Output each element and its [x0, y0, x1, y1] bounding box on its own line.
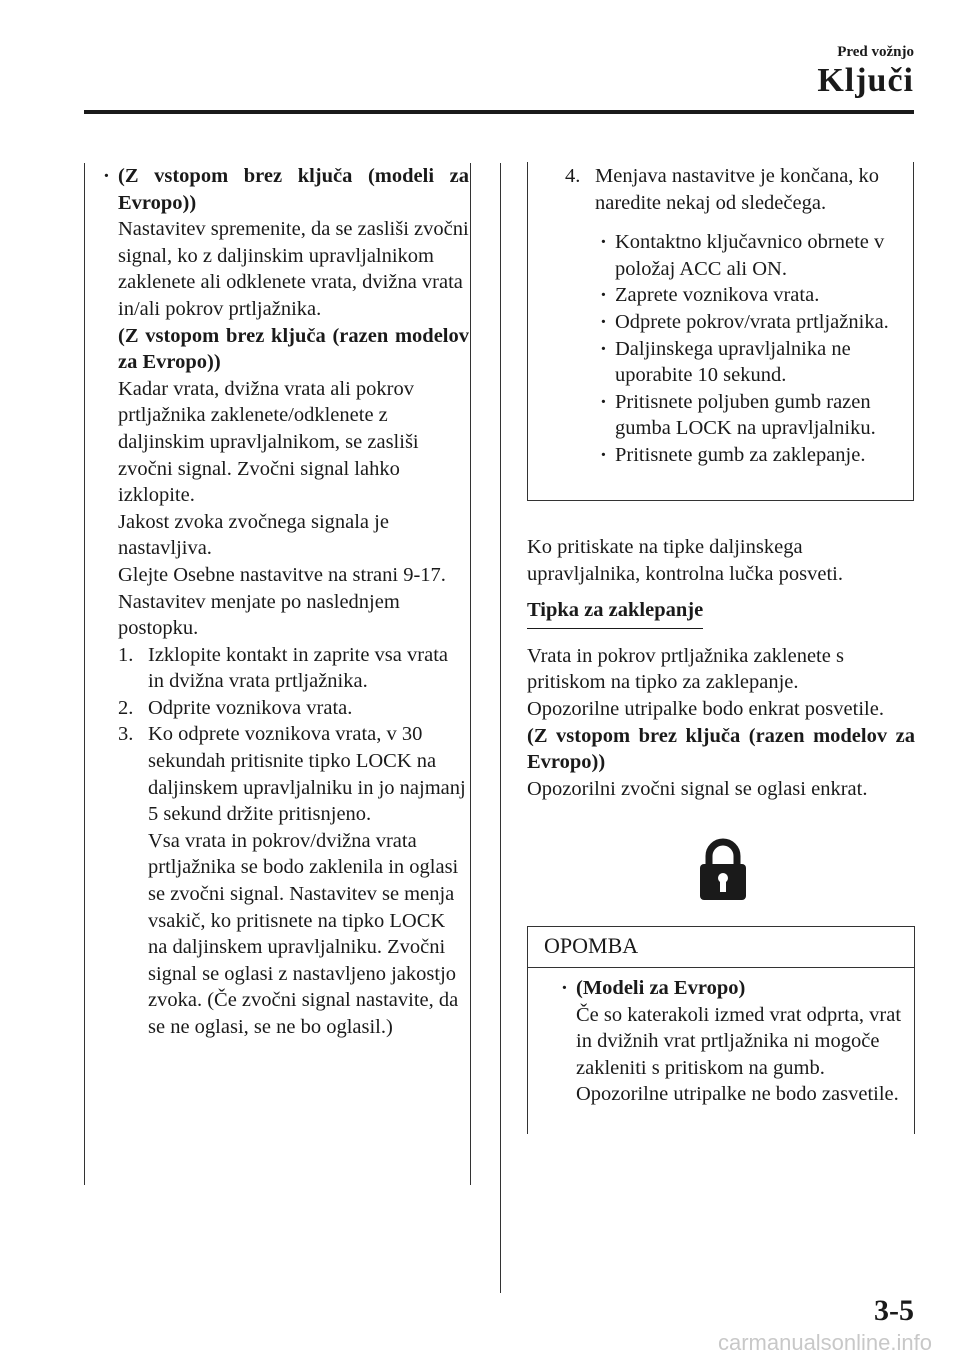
- paragraph: Glejte Osebne nastavitve na strani 9-17.: [118, 563, 446, 586]
- note-header: [528, 927, 914, 968]
- step-item: [565, 163, 910, 216]
- bullet-dot: ·: [600, 337, 607, 360]
- chapter-title: Ključi: [817, 62, 914, 99]
- bullet-dot: ·: [600, 284, 607, 307]
- step-text: Menjava nastavitve je končana, ko naredite nekaj od sledečega.: [595, 165, 880, 214]
- step-number: 4.: [565, 165, 581, 187]
- list-item: · Pritisnete poljuben gumb razen gumba LOCK na upravljalniku.: [600, 390, 876, 440]
- paragraph: Opozorilni zvočni signal se oglasi enkrat.: [527, 777, 868, 800]
- section-heading: Tipka za zaklepanje: [527, 597, 703, 629]
- list-item: · Odprete pokrov/vrata prtljažnika.: [565, 309, 910, 336]
- step-number: 1.: [118, 643, 134, 666]
- list-item: · Kontaktno ključavnico obrnete v položaj ACC ali ON.: [600, 231, 885, 280]
- left-column: [84, 163, 469, 1041]
- step-number: 2.: [118, 696, 134, 719]
- list-item: [527, 975, 915, 1108]
- bullet-dot: ·: [600, 310, 607, 333]
- bullet-dot: ·: [561, 977, 568, 999]
- step-item: [84, 721, 469, 827]
- bullet-dot: ·: [103, 165, 110, 187]
- watermark: carmanualsonline.info: [717, 1330, 932, 1355]
- note-subheading: (Modeli za Evropo): [576, 977, 746, 999]
- paragraph: Nastavitev spremenite, da se zasliši zvočni signal, ko z daljinskim upravljalnikom zaklenete ali odklenete vrata, dvižna vrata in/ali pokrov prtljažnika.: [118, 218, 469, 320]
- section-title: Pred vožnjo: [837, 44, 914, 60]
- list-item: [84, 163, 469, 642]
- step-detail: [84, 828, 469, 1041]
- paragraph: Ko pritiskate na tipke daljinskega upravljalnika, kontrolna lučka posveti.: [527, 536, 843, 585]
- step-number: 3.: [118, 723, 134, 746]
- bullet-dot: ·: [600, 231, 607, 254]
- bullet-dot: ·: [600, 443, 607, 466]
- step-text: Ko odprete voznikova vrata, v 30 sekundah pritisnite tipko LOCK na daljinskem upravljalniku in jo najmanj 5 sekund držite pritisnjeno.: [148, 723, 466, 826]
- note-body: [527, 975, 915, 1108]
- header-rule: [84, 110, 914, 114]
- paragraph: Opozorilne utripalke bodo enkrat posvetile.: [527, 697, 884, 720]
- note-text: Če so katerakoli izmed vrat odprta, vrat in dvižnih vrat prtljažnika ni mogoče zakleniti s pritiskom na gumb. Opozorilne utripalke ne bodo zasvetile.: [576, 1003, 902, 1106]
- note-title: OPOMBA: [544, 933, 639, 958]
- step-text: Izklopite kontakt in zaprite vsa vrata in dvižna vrata prtljažnika.: [148, 643, 448, 693]
- step-item: [84, 695, 469, 722]
- step-item: [84, 642, 469, 695]
- list-item: · Daljinskega upravljalnika ne uporabite 10 sekund.: [600, 337, 851, 387]
- subheading-non-europe: (Z vstopom brez ključa (razen modelov za Evropo)): [527, 724, 915, 774]
- right-column: [527, 534, 915, 802]
- step-text: Vsa vrata in pokrov/dvižna vrata prtljažnika se bodo zaklenila in oglasi se zvočni signal. Nastavitev se menja vsakič, ko pritisnete na tipko LOCK na daljinskem upravljalniku. Zvočni signal se oglasi z nastavljeno jakostjo zvoka. (Če zvočni signal nastavite, da se ne oglasi, se ne bo oglasil.): [148, 829, 459, 1038]
- padlock-icon: [697, 836, 749, 902]
- list-item: · Pritisnete gumb za zaklepanje.: [565, 442, 910, 469]
- subheading-non-europe: (Z vstopom brez ključa (razen modelov za Evropo)): [118, 324, 469, 374]
- subheading-europe: (Z vstopom brez ključa (modeli za Evropo)): [118, 165, 469, 214]
- continued-step: [565, 163, 910, 469]
- bullet-dot: ·: [600, 390, 607, 413]
- paragraph: Jakost zvoka zvočnega signala je nastavljiva.: [118, 510, 389, 560]
- center-rule-left: [470, 163, 471, 1185]
- page-number: 3-5: [874, 1294, 914, 1327]
- step-text: Odprite voznikova vrata.: [148, 696, 353, 719]
- paragraph: Kadar vrata, dvižna vrata ali pokrov prtljažnika zaklenete/odklenete z daljinskim upravljalnikom, se zasliši zvočni signal. Zvočni signal lahko izklopite.: [118, 377, 419, 507]
- center-rule: [500, 163, 501, 1293]
- paragraph: Vrata in pokrov prtljažnika zaklenete s pritiskom na tipko za zaklepanje.: [527, 644, 844, 694]
- list-item: · Zaprete voznikova vrata.: [565, 282, 910, 309]
- paragraph: Nastavitev menjate po naslednjem postopku.: [118, 590, 400, 640]
